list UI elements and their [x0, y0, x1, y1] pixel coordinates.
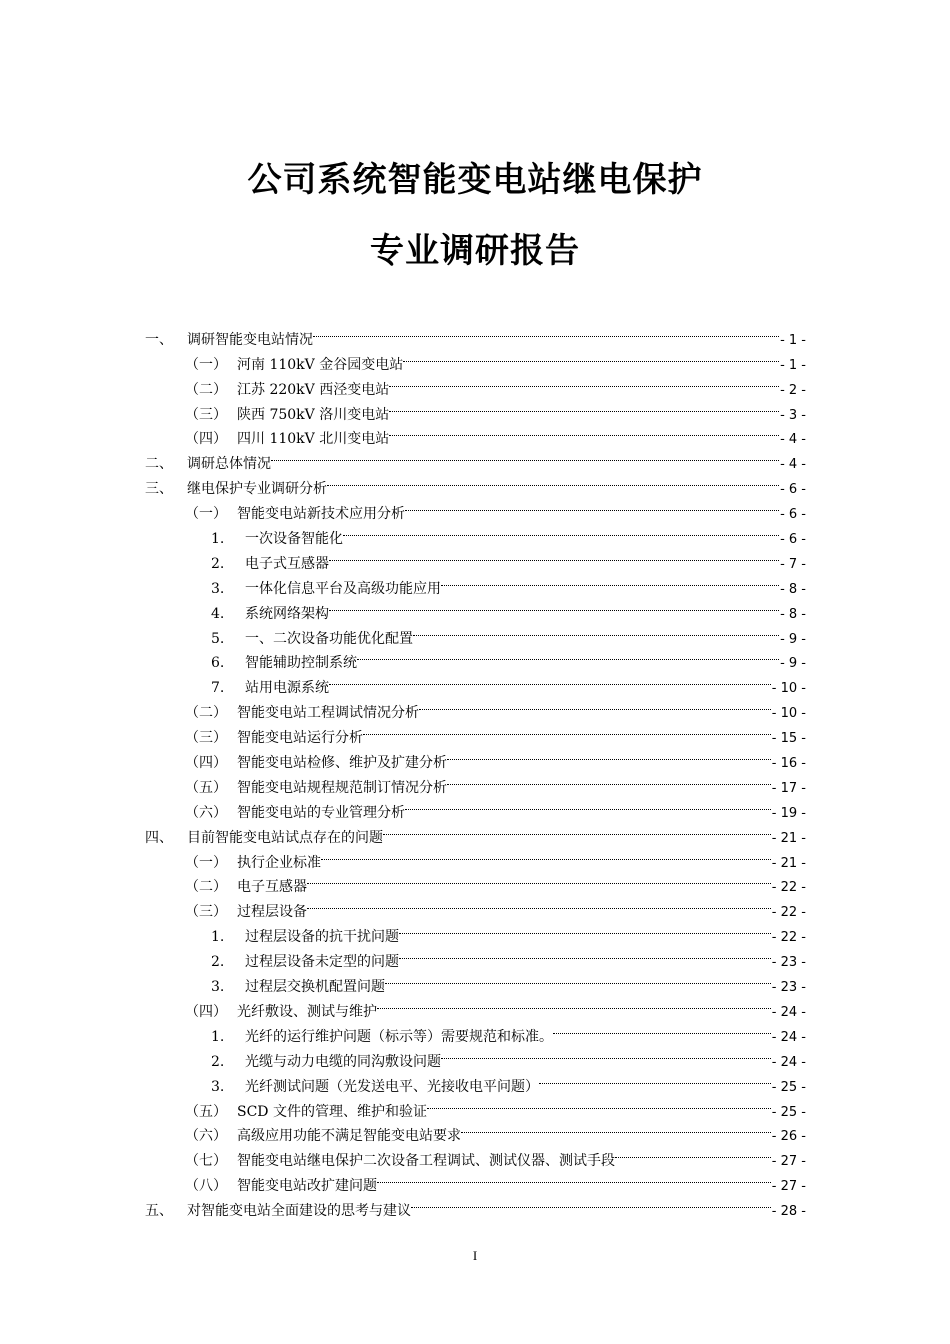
toc-dot-leader — [307, 891, 771, 916]
toc-entry-number: 7. — [211, 680, 225, 697]
toc-dot-leader — [357, 643, 779, 668]
toc-entry-page: - 10 - — [771, 706, 806, 722]
toc-entry-number: 2. — [211, 555, 225, 572]
toc-entry-label: 电子式互感器 — [245, 555, 329, 572]
toc-entry-number: 6. — [211, 655, 225, 672]
toc-entry-label: 光纤的运行维护问题（标示等）需要规范和标准。 — [245, 1028, 553, 1045]
toc-entry-page: - 25 - — [771, 1104, 806, 1120]
toc-entry-number: （四） — [185, 755, 227, 772]
toc-entry-page: - 23 - — [771, 980, 806, 996]
toc-entry-label: 过程层设备未定型的问题 — [245, 954, 399, 971]
toc-entry-label: 高级应用功能不满足智能变电站要求 — [237, 1128, 461, 1145]
toc-entry-page: - 27 - — [771, 1179, 806, 1195]
toc-entry-number: 一、 — [145, 331, 173, 348]
toc-entry-label: 光纤敷设、测试与维护 — [237, 1003, 377, 1020]
toc-entry-label: 智能变电站继电保护二次设备工程调试、测试仪器、测试手段 — [237, 1153, 615, 1170]
toc-dot-leader — [447, 767, 771, 792]
toc-entry-number: （一） — [185, 356, 227, 373]
toc-dot-leader — [329, 667, 771, 692]
toc-entry-label: 智能变电站检修、维护及扩建分析 — [237, 755, 447, 772]
toc-dot-leader — [403, 344, 779, 369]
toc-entry-label: 过程层设备 — [237, 904, 307, 921]
toc-dot-leader — [385, 966, 771, 991]
document-title-line-1: 公司系统智能变电站继电保护 — [247, 160, 703, 200]
toc-entry-number: 3. — [211, 979, 225, 996]
toc-entry-label: SCD 文件的管理、维护和验证 — [237, 1103, 427, 1120]
toc-dot-leader — [427, 1091, 771, 1116]
toc-dot-leader — [447, 742, 771, 767]
toc-dot-leader — [313, 319, 779, 344]
toc-entry[interactable] — [145, 319, 806, 348]
toc-entry-page: - 24 - — [771, 1029, 806, 1045]
toc-dot-leader — [553, 1016, 771, 1041]
toc-entry-page: - 28 - — [771, 1204, 806, 1220]
toc-entry-page: - 27 - — [771, 1154, 806, 1170]
toc-entry-label: 电子互感器 — [237, 879, 307, 896]
toc-entry-page: - 26 - — [771, 1129, 806, 1145]
toc-entry-number: （四） — [185, 431, 227, 448]
toc-entry-label: 过程层设备的抗干扰问题 — [245, 929, 399, 946]
toc-entry-page: - 8 - — [780, 606, 806, 622]
toc-dot-leader — [419, 692, 771, 717]
toc-entry-label: 调研总体情况 — [187, 456, 271, 473]
toc-dot-leader — [271, 443, 779, 468]
toc-entry-label: 执行企业标准 — [237, 854, 321, 871]
toc-dot-leader — [377, 1165, 771, 1190]
toc-dot-leader — [539, 1066, 771, 1091]
toc-entry-number: （一） — [185, 854, 227, 871]
toc-entry-number: 3. — [211, 580, 225, 597]
toc-dot-leader — [327, 468, 779, 493]
toc-entry-page: - 22 - — [771, 905, 806, 921]
toc-entry-number: 3. — [211, 1078, 225, 1095]
toc-entry-label: 对智能变电站全面建设的思考与建议 — [187, 1203, 411, 1220]
toc-dot-leader — [405, 493, 779, 518]
toc-entry-number: （八） — [185, 1178, 227, 1195]
toc-entry-label: 智能变电站改扩建问题 — [237, 1178, 377, 1195]
toc-dot-leader — [383, 817, 771, 842]
toc-dot-leader — [461, 1116, 771, 1141]
toc-entry-number: 2. — [211, 1053, 225, 1070]
toc-entry-label: 目前智能变电站试点存在的问题 — [187, 829, 383, 846]
toc-dot-leader — [377, 991, 771, 1016]
document-title-line-2: 专业调研报告 — [370, 231, 580, 271]
toc-dot-leader — [441, 568, 779, 593]
toc-entry-page: - 4 - — [780, 432, 806, 448]
toc-entry-number: （二） — [185, 381, 227, 398]
toc-entry-label: 光纤测试问题（光发送电平、光接收电平问题） — [245, 1078, 539, 1095]
toc-entry-label: 陕西 750kV 洛川变电站 — [237, 406, 390, 423]
toc-entry-page: - 24 - — [771, 1054, 806, 1070]
toc-entry-number: 四、 — [145, 829, 173, 846]
toc-dot-leader — [413, 618, 779, 643]
toc-dot-leader — [399, 916, 771, 941]
toc-entry-page: - 10 - — [771, 681, 806, 697]
page-number: I — [472, 1248, 478, 1263]
toc-entry-page: - 23 - — [771, 955, 806, 971]
toc-dot-leader — [321, 842, 771, 867]
toc-entry-page: - 25 - — [771, 1079, 806, 1095]
toc-dot-leader — [363, 717, 771, 742]
toc-entry-number: 2. — [211, 954, 225, 971]
toc-entry-label: 一、二次设备功能优化配置 — [245, 630, 413, 647]
toc-entry-number: （三） — [185, 904, 227, 921]
toc-entry-number: 五、 — [145, 1203, 173, 1220]
toc-entry-number: （七） — [185, 1153, 227, 1170]
toc-entry-number: （四） — [185, 1003, 227, 1020]
toc-entry-page: - 1 - — [780, 357, 806, 373]
toc-entry-page: - 2 - — [780, 382, 806, 398]
toc-dot-leader — [343, 518, 779, 543]
toc-entry-number: （五） — [185, 779, 227, 796]
toc-entry-page: - 8 - — [780, 581, 806, 597]
toc-entry-number: （五） — [185, 1103, 227, 1120]
toc-dot-leader — [329, 593, 779, 618]
toc-dot-leader — [441, 1041, 771, 1066]
toc-entry-number: （三） — [185, 730, 227, 747]
toc-entry-page: - 1 - — [780, 332, 806, 348]
toc-entry-label: 系统网络架构 — [245, 605, 329, 622]
toc-entry-page: - 7 - — [780, 556, 806, 572]
table-of-contents — [145, 319, 806, 1220]
toc-entry-page: - 16 - — [771, 756, 806, 772]
toc-dot-leader — [389, 394, 779, 419]
toc-entry-label: 调研智能变电站情况 — [187, 331, 313, 348]
toc-entry-number: 1. — [211, 929, 225, 946]
toc-entry-label: 智能变电站运行分析 — [237, 730, 363, 747]
toc-dot-leader — [411, 1190, 771, 1215]
toc-entry-page: - 19 - — [771, 805, 806, 821]
toc-entry-label: 智能变电站的专业管理分析 — [237, 804, 405, 821]
toc-entry-number: 4. — [211, 605, 225, 622]
toc-entry-label: 智能变电站新技术应用分析 — [237, 506, 405, 523]
toc-entry-label: 一次设备智能化 — [245, 531, 343, 548]
toc-entry-number: 1. — [211, 531, 225, 548]
toc-entry-page: - 15 - — [771, 731, 806, 747]
toc-entry-label: 江苏 220kV 西泾变电站 — [237, 381, 390, 398]
toc-entry-number: 5. — [211, 630, 225, 647]
toc-entry-label: 站用电源系统 — [245, 680, 329, 697]
toc-entry-page: - 3 - — [780, 407, 806, 423]
toc-entry-label: 河南 110kV 金谷园变电站 — [237, 356, 404, 373]
toc-entry-page: - 22 - — [771, 880, 806, 896]
toc-entry-number: 1. — [211, 1028, 225, 1045]
toc-dot-leader — [615, 1140, 771, 1165]
toc-entry-page: - 6 - — [780, 507, 806, 523]
toc-entry-label: 光缆与动力电缆的同沟敷设问题 — [245, 1053, 441, 1070]
toc-entry-label: 智能辅助控制系统 — [245, 655, 357, 672]
toc-entry-page: - 9 - — [780, 656, 806, 672]
toc-entry-page: - 21 - — [771, 855, 806, 871]
toc-entry-label: 一体化信息平台及高级功能应用 — [245, 580, 441, 597]
toc-entry-number: （六） — [185, 1128, 227, 1145]
toc-dot-leader — [389, 369, 779, 394]
toc-entry-number: 二、 — [145, 456, 173, 473]
toc-entry-label: 继电保护专业调研分析 — [187, 481, 327, 498]
toc-dot-leader — [389, 419, 779, 444]
toc-entry-page: - 24 - — [771, 1004, 806, 1020]
toc-entry-page: - 17 - — [771, 780, 806, 796]
toc-entry-number: （一） — [185, 506, 227, 523]
toc-entry-label: 智能变电站规程规范制订情况分析 — [237, 779, 447, 796]
toc-dot-leader — [399, 941, 771, 966]
toc-entry-page: - 22 - — [771, 930, 806, 946]
toc-entry-page: - 9 - — [780, 631, 806, 647]
toc-dot-leader — [307, 867, 771, 892]
toc-entry-number: （二） — [185, 879, 227, 896]
toc-entry-page: - 6 - — [780, 482, 806, 498]
toc-entry-label: 过程层交换机配置问题 — [245, 979, 385, 996]
toc-dot-leader — [329, 543, 779, 568]
toc-entry-page: - 21 - — [771, 830, 806, 846]
toc-entry-number: （二） — [185, 705, 227, 722]
toc-entry-number: （三） — [185, 406, 227, 423]
toc-entry-label: 四川 110kV 北川变电站 — [237, 431, 390, 448]
toc-entry-number: 三、 — [145, 481, 173, 498]
toc-dot-leader — [405, 792, 771, 817]
toc-entry-page: - 6 - — [780, 532, 806, 548]
toc-entry-page: - 4 - — [780, 457, 806, 473]
toc-entry-label: 智能变电站工程调试情况分析 — [237, 705, 419, 722]
toc-entry-number: （六） — [185, 804, 227, 821]
